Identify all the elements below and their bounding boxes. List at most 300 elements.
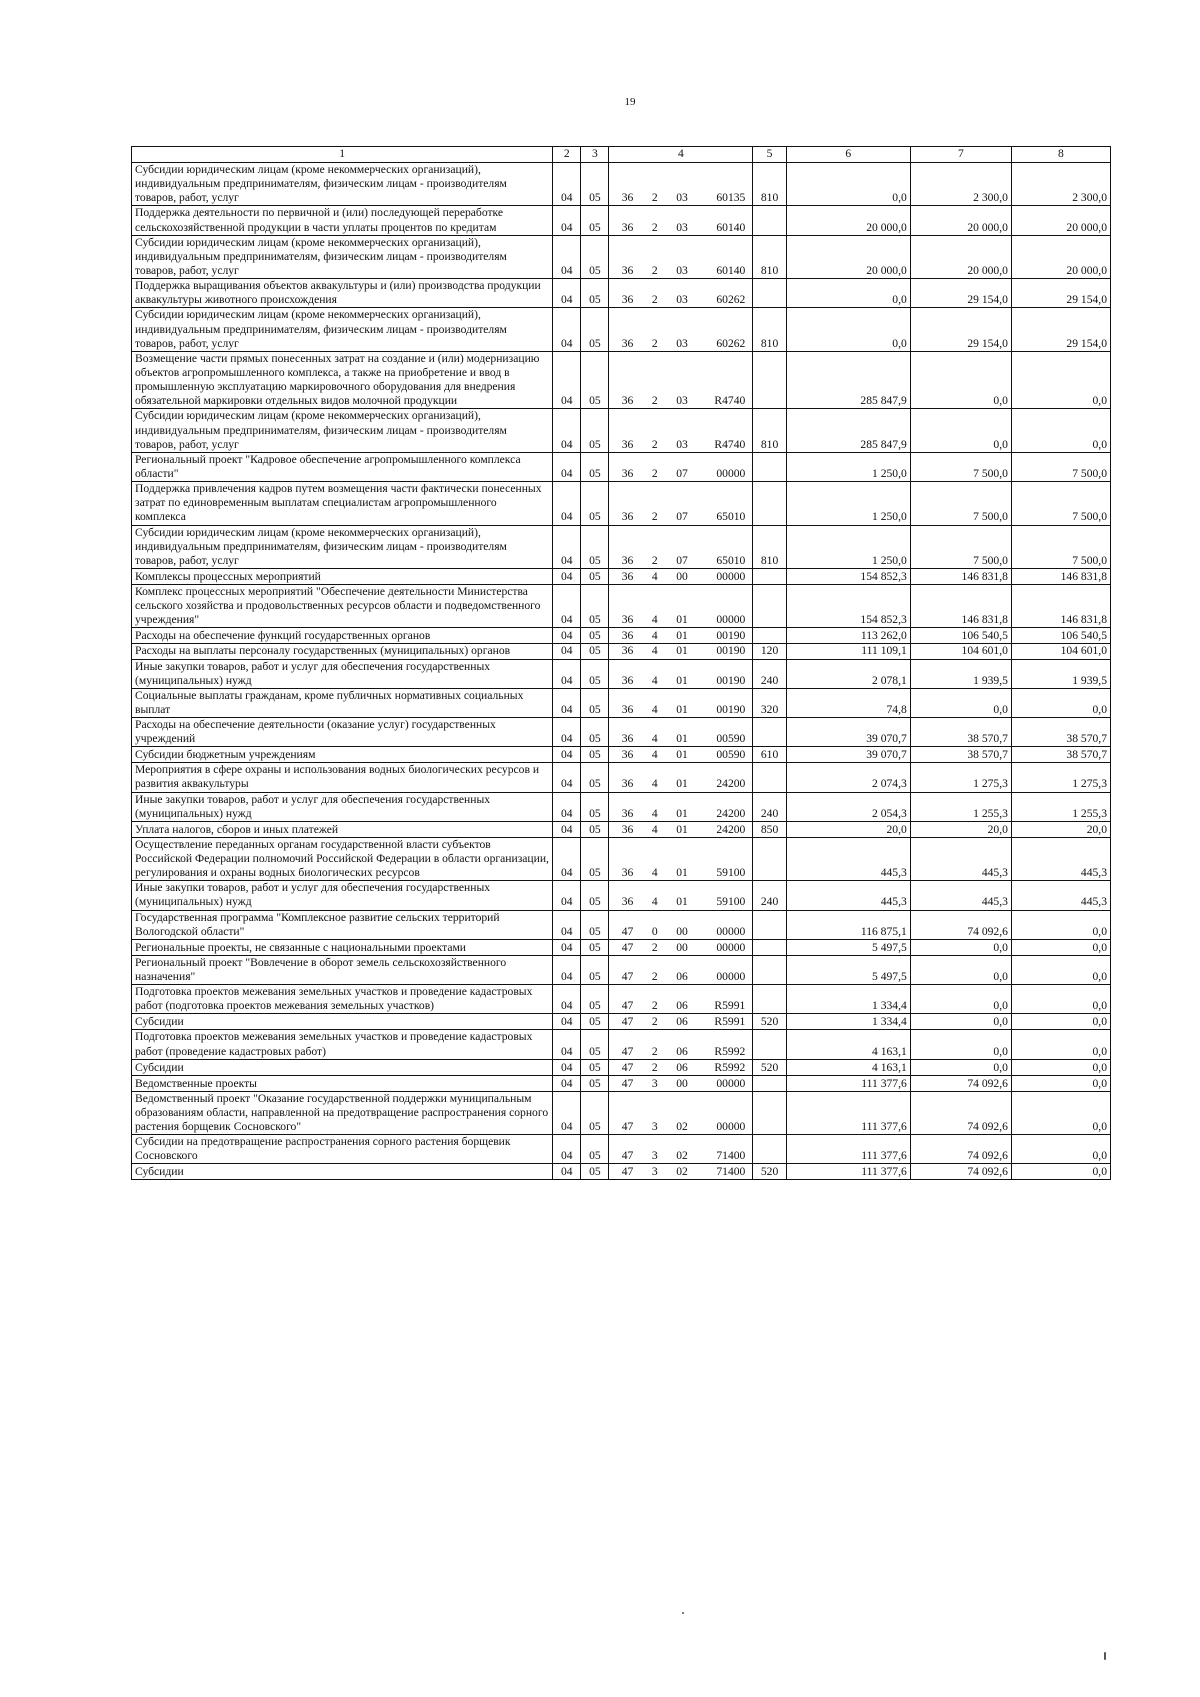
program-code: 36 [621,895,634,909]
amount-col-7: 38 570,7 [910,718,1011,747]
code-target-article [609,837,753,880]
expense-name: Комплексы процессных мероприятий [132,568,553,584]
code-target-article [609,1075,753,1091]
direction-code: 00000 [716,613,746,627]
code-expense-type: 240 [753,659,786,688]
code-subsection: 05 [581,747,609,763]
amount-col-6: 39 070,7 [786,747,910,763]
subprogram-code: 3 [651,1165,658,1179]
amount-col-7: 7 500,0 [910,482,1011,525]
code-expense-type: 810 [753,163,786,206]
target-article-segments [612,703,749,717]
amount-col-8: 146 831,8 [1011,584,1110,627]
code-section: 04 [553,1164,581,1180]
target-article-segments [612,191,749,205]
expense-name: Уплата налогов, сборов и иных платежей [132,821,553,837]
code-expense-type [753,452,786,481]
code-subsection: 05 [581,644,609,659]
amount-col-6: 111 377,6 [786,1164,910,1180]
amount-col-6: 5 497,5 [786,939,910,955]
amount-col-6: 111 109,1 [786,644,910,659]
subprogram-code: 2 [651,263,658,277]
expense-name: Расходы на обеспечение деятельности (оказание услуг) государственных учреждений [132,718,553,747]
subprogram-code: 4 [651,806,658,820]
event-code: 07 [676,510,688,524]
event-code: 01 [676,673,688,687]
code-expense-type [753,568,786,584]
code-target-article [609,644,753,659]
header-row [132,147,1111,163]
direction-code: 60135 [716,191,746,205]
program-code: 36 [621,220,634,234]
code-section: 04 [553,235,581,278]
event-code: 03 [676,191,688,205]
header-cell-2: 2 [553,147,581,163]
expense-name: Ведомственные проекты [132,1075,553,1091]
amount-col-8: 0,0 [1011,939,1110,955]
event-code: 01 [676,629,688,643]
amount-col-6: 4 163,1 [786,1030,910,1059]
event-code: 03 [676,220,688,234]
program-code: 36 [621,732,634,746]
amount-col-8: 7 500,0 [1011,525,1110,568]
expense-name: Подготовка проектов межевания земельных участков и проведение кадастровых работ (проведение кадастровых работ) [132,1030,553,1059]
expense-name: Иные закупки товаров, работ и услуг для обеспечения государственных (муниципальных) нужд [132,881,553,910]
code-target-article [609,1030,753,1059]
amount-col-7: 0,0 [910,409,1011,452]
event-code: 00 [676,924,688,938]
code-expense-type [753,1135,786,1164]
code-target-article [609,235,753,278]
code-subsection: 05 [581,881,609,910]
table-row [132,718,1111,747]
amount-col-7: 445,3 [910,881,1011,910]
direction-code: R4740 [714,437,746,451]
amount-col-7: 1 255,3 [910,792,1011,821]
expense-name: Мероприятия в сфере охраны и использования водных биологических ресурсов и развития аквакультуры [132,763,553,792]
event-code: 01 [676,732,688,746]
amount-col-6: 1 250,0 [786,482,910,525]
expense-name: Поддержка выращивания объектов аквакультуры и (или) производства продукции аквакультуры животного происхождения [132,279,553,308]
code-expense-type [753,985,786,1014]
program-code: 47 [621,1149,634,1163]
code-target-article [609,955,753,984]
code-expense-type [753,939,786,955]
event-code: 03 [676,293,688,307]
subprogram-code: 4 [651,702,658,716]
target-article-segments [612,510,749,524]
code-section: 04 [553,482,581,525]
code-expense-type [753,279,786,308]
amount-col-6: 4 163,1 [786,1059,910,1075]
subprogram-code: 2 [651,191,658,205]
program-code: 47 [621,1060,634,1074]
direction-code: 00000 [716,569,746,583]
target-article-segments [612,554,749,568]
amount-col-8: 0,0 [1011,351,1110,409]
expense-name: Субсидии юридическим лицам (кроме некоммерческих организаций), индивидуальным предпринимателям, физическим лицам - производителям товаров, работ, услуг [132,308,553,351]
amount-col-7: 20,0 [910,821,1011,837]
code-section: 04 [553,568,581,584]
target-article-segments [612,895,749,909]
table-row [132,409,1111,452]
code-expense-type [753,837,786,880]
scan-speck [1104,1652,1106,1660]
code-subsection: 05 [581,939,609,955]
code-section: 04 [553,628,581,644]
event-code: 03 [676,263,688,277]
expense-name: Государственная программа "Комплексное развитие сельских территорий Вологодской области" [132,910,553,939]
code-expense-type [753,351,786,409]
code-expense-type: 610 [753,747,786,763]
code-target-article [609,351,753,409]
event-code: 00 [676,569,688,583]
amount-col-8: 38 570,7 [1011,718,1110,747]
code-target-article [609,747,753,763]
amount-col-7: 146 831,8 [910,584,1011,627]
event-code: 02 [676,1149,688,1163]
amount-col-7: 0,0 [910,688,1011,717]
event-code: 03 [676,394,688,408]
subprogram-code: 2 [651,394,658,408]
direction-code: 65010 [716,510,746,524]
code-section: 04 [553,409,581,452]
code-section: 04 [553,939,581,955]
target-article-segments [612,1015,749,1029]
subprogram-code: 4 [651,822,658,836]
direction-code: 24200 [716,822,746,836]
subprogram-code: 3 [651,1120,658,1134]
expense-name: Субсидии [132,1164,553,1180]
event-code: 01 [676,895,688,909]
program-code: 36 [621,748,634,762]
amount-col-6: 74,8 [786,688,910,717]
subprogram-code: 2 [651,466,658,480]
program-code: 36 [621,822,634,836]
target-article-segments [612,293,749,307]
amount-col-6: 2 078,1 [786,659,910,688]
amount-col-8: 29 154,0 [1011,308,1110,351]
subprogram-code: 2 [651,220,658,234]
code-expense-type [753,1091,786,1134]
event-code: 06 [676,970,688,984]
expense-name: Субсидии на предотвращение распространения сорного растения борщевик Сосновского [132,1135,553,1164]
event-code: 06 [676,1044,688,1058]
event-code: 01 [676,702,688,716]
budget-table [131,146,1111,1180]
expense-name: Субсидии бюджетным учреждениям [132,747,553,763]
subprogram-code: 2 [651,1060,658,1074]
expense-name: Расходы на обеспечение функций государственных органов [132,628,553,644]
direction-code: 60262 [716,336,746,350]
target-article-segments [612,467,749,481]
code-target-article [609,452,753,481]
table-row [132,308,1111,351]
code-target-article [609,1135,753,1164]
code-expense-type [753,482,786,525]
direction-code: 00190 [716,673,746,687]
direction-code: 00590 [716,732,746,746]
event-code: 01 [676,613,688,627]
program-code: 36 [621,437,634,451]
amount-col-6: 113 262,0 [786,628,910,644]
amount-col-8: 1 939,5 [1011,659,1110,688]
amount-col-7: 146 831,8 [910,568,1011,584]
amount-col-8: 0,0 [1011,985,1110,1014]
amount-col-8: 7 500,0 [1011,452,1110,481]
code-subsection: 05 [581,1164,609,1180]
direction-code: 59100 [716,895,746,909]
amount-col-6: 0,0 [786,308,910,351]
expense-name: Субсидии [132,1014,553,1030]
code-expense-type: 810 [753,409,786,452]
amount-col-7: 20 000,0 [910,206,1011,235]
amount-col-6: 445,3 [786,881,910,910]
amount-col-7: 104 601,0 [910,644,1011,659]
code-target-article [609,628,753,644]
code-target-article [609,308,753,351]
header-cell-7: 7 [910,147,1011,163]
header-cell-3: 3 [581,147,609,163]
target-article-segments [612,570,749,584]
code-subsection: 05 [581,955,609,984]
code-expense-type [753,763,786,792]
code-expense-type [753,628,786,644]
table-row [132,747,1111,763]
table-row [132,351,1111,409]
code-subsection: 05 [581,763,609,792]
amount-col-7: 74 092,6 [910,1075,1011,1091]
expense-name: Подготовка проектов межевания земельных участков и проведение кадастровых работ (подготовка проектов межевания земельных участков) [132,985,553,1014]
code-section: 04 [553,525,581,568]
program-code: 36 [621,293,634,307]
expense-name: Возмещение части прямых понесенных затрат на создание и (или) модернизацию объектов агропромышленного комплекса, а также на приобретение и ввод в промышленную эксплуатацию маркировочного оборудования для внедрения обязательной маркировки отдельных видов молочной продукции [132,351,553,409]
amount-col-6: 111 377,6 [786,1091,910,1134]
table-row [132,792,1111,821]
amount-col-8: 0,0 [1011,1059,1110,1075]
amount-col-8: 0,0 [1011,1075,1110,1091]
code-subsection: 05 [581,525,609,568]
table-row [132,1075,1111,1091]
subprogram-code: 4 [651,895,658,909]
code-expense-type [753,1075,786,1091]
header-cell-4: 4 [609,147,753,163]
code-section: 04 [553,351,581,409]
amount-col-7: 0,0 [910,351,1011,409]
code-subsection: 05 [581,235,609,278]
target-article-segments [612,264,749,278]
target-article-segments [612,1120,749,1134]
direction-code: 00190 [716,644,746,658]
amount-col-7: 7 500,0 [910,452,1011,481]
code-section: 04 [553,206,581,235]
direction-code: 00000 [716,924,746,938]
amount-col-8: 0,0 [1011,1135,1110,1164]
program-code: 36 [621,510,634,524]
direction-code: 00000 [716,466,746,480]
code-section: 04 [553,821,581,837]
table-row [132,206,1111,235]
direction-code: 00190 [716,629,746,643]
amount-col-7: 38 570,7 [910,747,1011,763]
amount-col-7: 0,0 [910,939,1011,955]
amount-col-7: 74 092,6 [910,910,1011,939]
event-code: 01 [676,822,688,836]
code-expense-type: 520 [753,1164,786,1180]
program-code: 36 [621,702,634,716]
target-article-segments [612,866,749,880]
amount-col-7: 1 939,5 [910,659,1011,688]
code-section: 04 [553,718,581,747]
program-code: 36 [621,553,634,567]
code-subsection: 05 [581,482,609,525]
target-article-segments [612,732,749,746]
code-subsection: 05 [581,308,609,351]
amount-col-6: 116 875,1 [786,910,910,939]
event-code: 03 [676,437,688,451]
amount-col-7: 29 154,0 [910,308,1011,351]
code-section: 04 [553,584,581,627]
code-target-article [609,881,753,910]
table-row [132,584,1111,627]
amount-col-7: 1 275,3 [910,763,1011,792]
code-target-article [609,409,753,452]
subprogram-code: 2 [651,293,658,307]
direction-code: 59100 [716,866,746,880]
target-article-segments [612,221,749,235]
subprogram-code: 4 [651,748,658,762]
code-section: 04 [553,837,581,880]
code-expense-type: 810 [753,308,786,351]
event-code: 07 [676,553,688,567]
direction-code: 60140 [716,263,746,277]
amount-col-6: 39 070,7 [786,718,910,747]
target-article-segments [612,394,749,408]
code-section: 04 [553,163,581,206]
target-article-segments [612,777,749,791]
event-code: 01 [676,748,688,762]
code-section: 04 [553,881,581,910]
amount-col-6: 20 000,0 [786,206,910,235]
amount-col-8: 0,0 [1011,409,1110,452]
amount-col-8: 104 601,0 [1011,644,1110,659]
amount-col-7: 0,0 [910,985,1011,1014]
direction-code: 71400 [716,1165,746,1179]
expense-name: Субсидии юридическим лицам (кроме некоммерческих организаций), индивидуальным предпринимателям, физическим лицам - производителям товаров, работ, услуг [132,163,553,206]
amount-col-8: 106 540,5 [1011,628,1110,644]
table-row [132,939,1111,955]
table-row [132,659,1111,688]
code-target-article [609,821,753,837]
direction-code: R5992 [714,1044,746,1058]
target-article-segments [612,823,749,837]
amount-col-7: 0,0 [910,1030,1011,1059]
event-code: 00 [676,1076,688,1090]
code-expense-type: 810 [753,235,786,278]
amount-col-7: 2 300,0 [910,163,1011,206]
table-row [132,985,1111,1014]
expense-name: Комплекс процессных мероприятий "Обеспечение деятельности Министерства сельского хозяйства и продовольственных ресурсов области и подведомственного учреждения" [132,584,553,627]
expense-name: Субсидии [132,1059,553,1075]
target-article-segments [612,1061,749,1075]
code-expense-type [753,718,786,747]
expense-name: Субсидии юридическим лицам (кроме некоммерческих организаций), индивидуальным предпринимателям, физическим лицам - производителям товаров, работ, услуг [132,409,553,452]
code-expense-type: 120 [753,644,786,659]
expense-name: Осуществление переданных органам государственной власти субъектов Российской Федерации полномочий Российской Федерации в области организации, регулирования и охраны водных биологических ресурсов [132,837,553,880]
table-row [132,235,1111,278]
table-row [132,1030,1111,1059]
amount-col-6: 5 497,5 [786,955,910,984]
amount-col-8: 445,3 [1011,837,1110,880]
program-code: 47 [621,1120,634,1134]
code-subsection: 05 [581,163,609,206]
subprogram-code: 2 [651,940,658,954]
direction-code: 00000 [716,1076,746,1090]
code-subsection: 05 [581,837,609,880]
code-expense-type [753,584,786,627]
expense-name: Субсидии юридическим лицам (кроме некоммерческих организаций), индивидуальным предпринимателям, физическим лицам - производителям товаров, работ, услуг [132,235,553,278]
code-target-article [609,910,753,939]
target-article-segments [612,613,749,627]
target-article-segments [612,748,749,762]
code-subsection: 05 [581,1075,609,1091]
amount-col-8: 20,0 [1011,821,1110,837]
amount-col-7: 106 540,5 [910,628,1011,644]
amount-col-8: 0,0 [1011,1091,1110,1134]
code-target-article [609,1014,753,1030]
amount-col-7: 29 154,0 [910,279,1011,308]
event-code: 00 [676,940,688,954]
subprogram-code: 4 [651,777,658,791]
code-target-article [609,688,753,717]
table-row [132,163,1111,206]
code-target-article [609,1091,753,1134]
amount-col-8: 0,0 [1011,955,1110,984]
program-code: 47 [621,1015,634,1029]
table-row [132,1135,1111,1164]
amount-col-6: 0,0 [786,163,910,206]
amount-col-6: 285 847,9 [786,409,910,452]
subprogram-code: 2 [651,999,658,1013]
code-subsection: 05 [581,688,609,717]
header-cell-6: 6 [786,147,910,163]
amount-col-8: 146 831,8 [1011,568,1110,584]
code-section: 04 [553,763,581,792]
direction-code: 65010 [716,553,746,567]
code-target-article [609,206,753,235]
table-row [132,881,1111,910]
code-subsection: 05 [581,985,609,1014]
program-code: 36 [621,777,634,791]
amount-col-8: 1 275,3 [1011,763,1110,792]
target-article-segments [612,1045,749,1059]
amount-col-7: 0,0 [910,955,1011,984]
amount-col-7: 74 092,6 [910,1164,1011,1180]
subprogram-code: 3 [651,1149,658,1163]
expense-name: Региональный проект "Кадровое обеспечение агропромышленного комплекса области" [132,452,553,481]
code-expense-type: 810 [753,525,786,568]
program-code: 47 [621,1076,634,1090]
direction-code: R5992 [714,1060,746,1074]
code-expense-type: 240 [753,792,786,821]
expense-name: Социальные выплаты гражданам, кроме публичных нормативных социальных выплат [132,688,553,717]
expense-name: Субсидии юридическим лицам (кроме некоммерческих организаций), индивидуальным предпринимателям, физическим лицам - производителям товаров, работ, услуг [132,525,553,568]
code-subsection: 05 [581,1014,609,1030]
event-code: 06 [676,1015,688,1029]
code-subsection: 05 [581,628,609,644]
amount-col-8: 0,0 [1011,1014,1110,1030]
code-expense-type: 240 [753,881,786,910]
